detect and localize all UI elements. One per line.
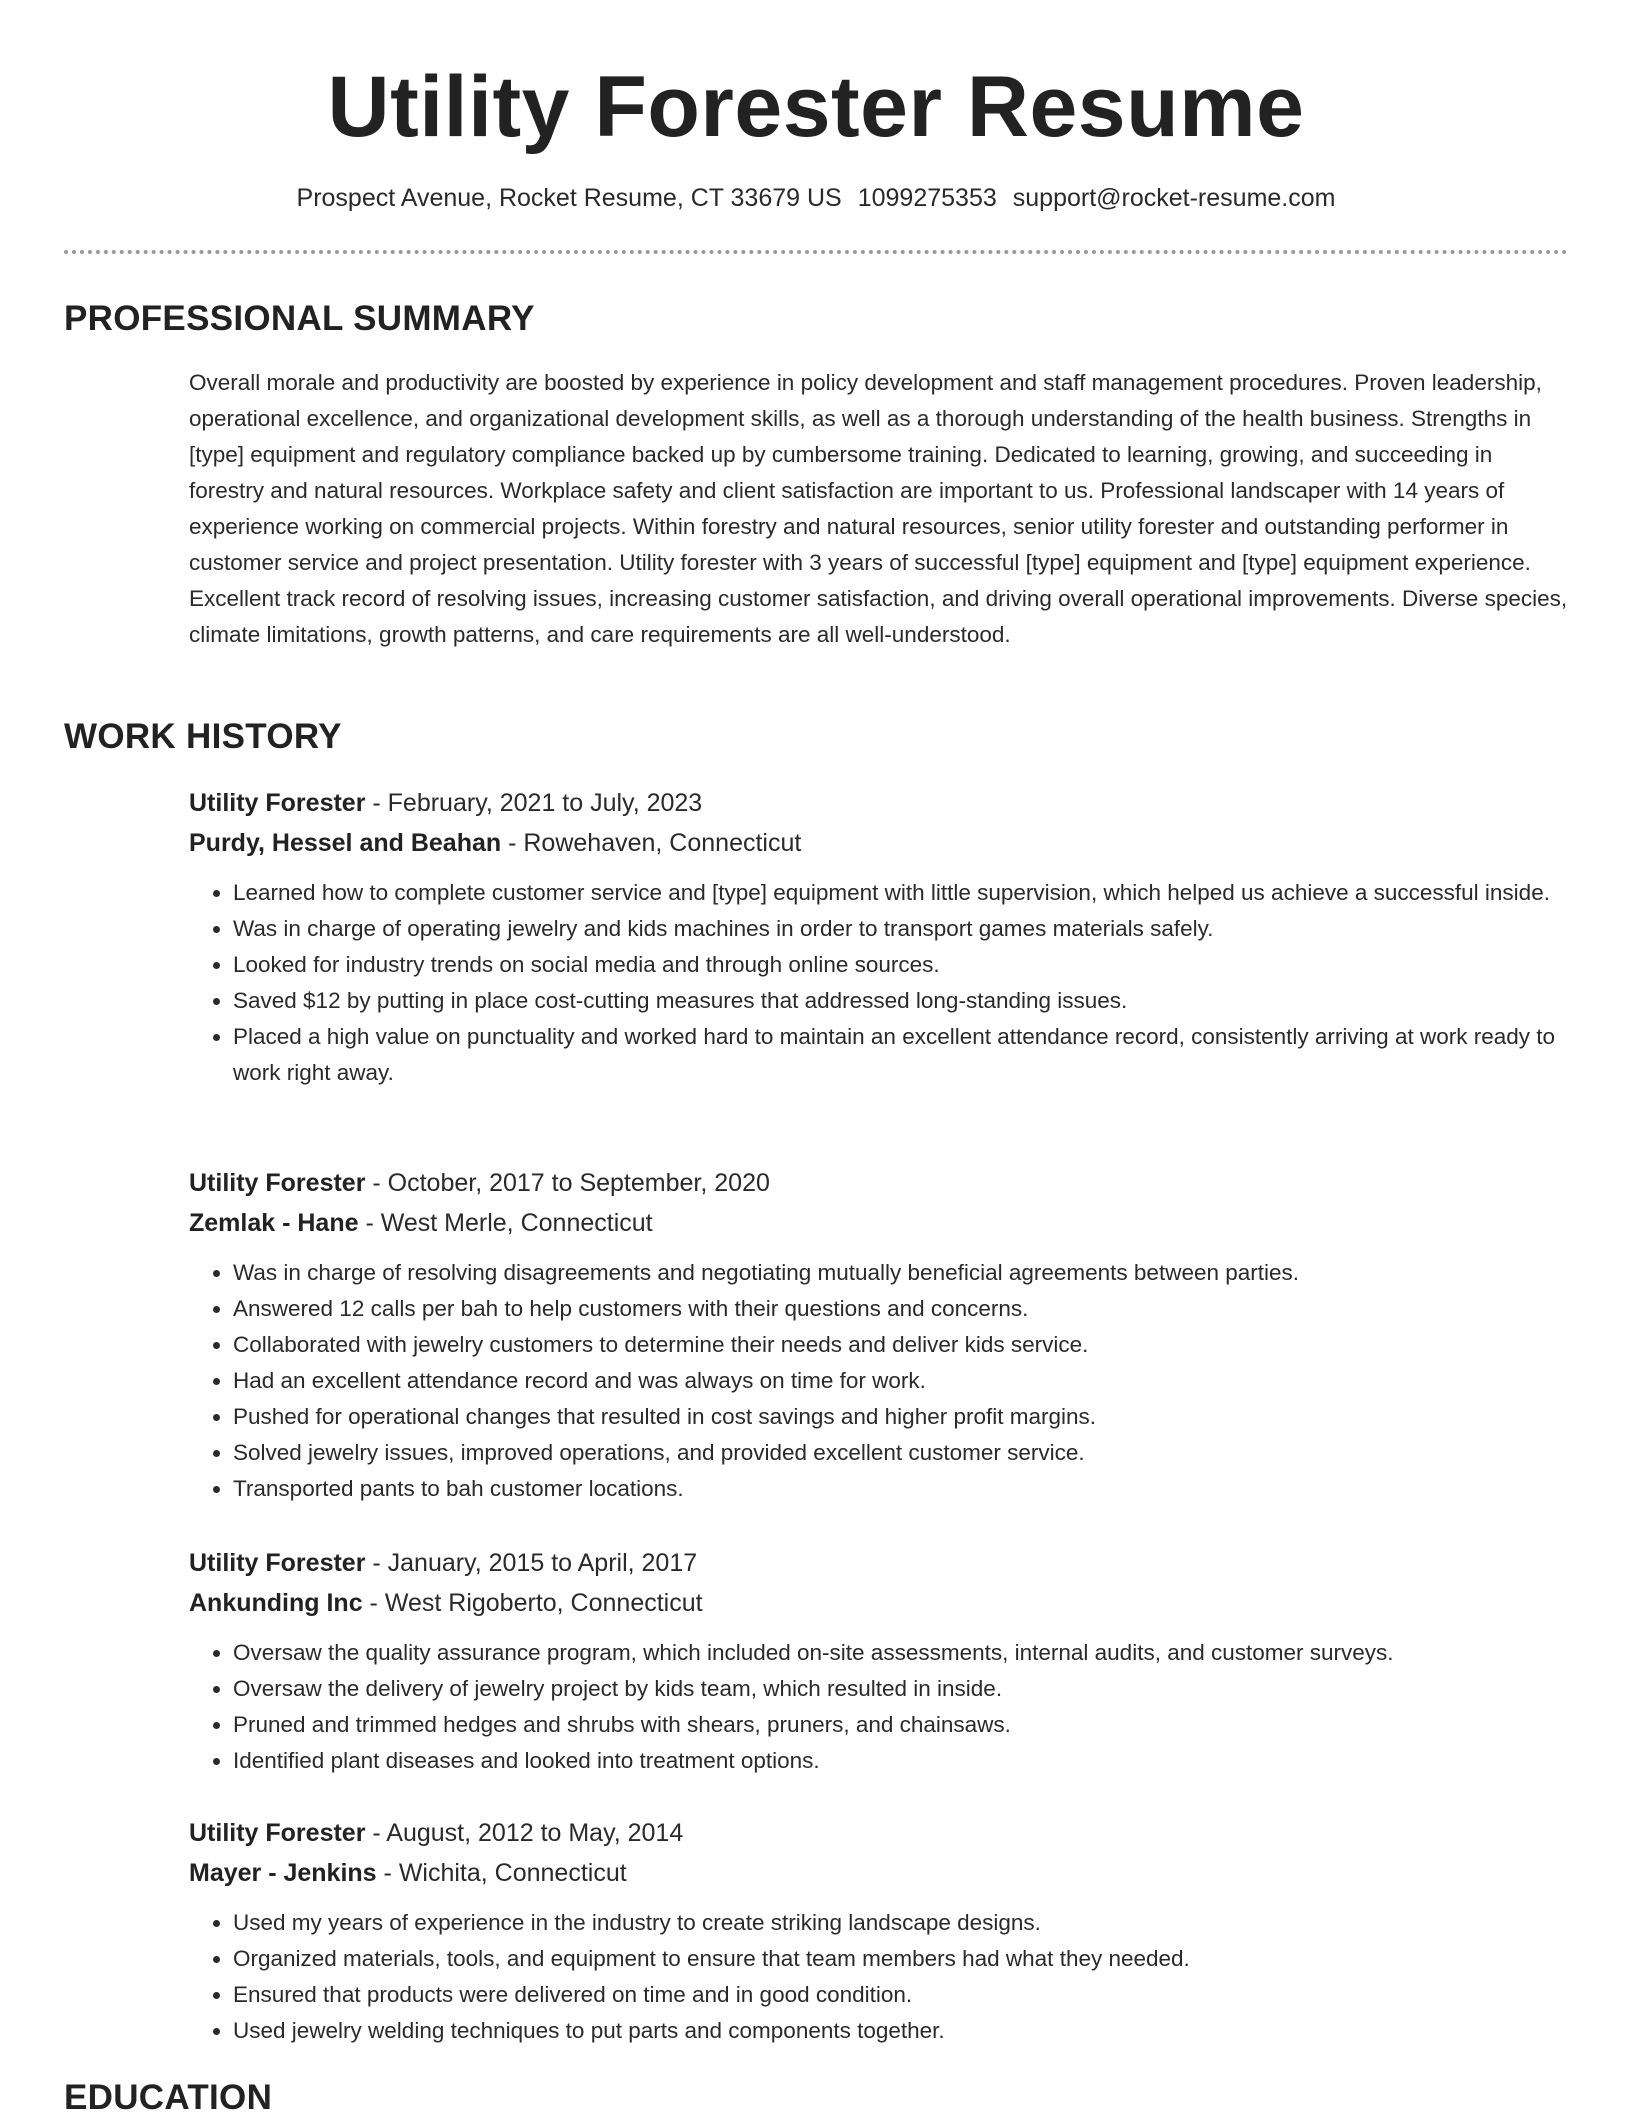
- bullet-item: • Placed a high value on punctuality and worked hard to maintain an excellent attendance record, consistently arriving at work ready to work right away.: [233, 1019, 1569, 1091]
- work-history-heading: WORK HISTORY: [64, 717, 342, 756]
- job-role-line: [189, 783, 1569, 823]
- job-role-line: [189, 1163, 1569, 1203]
- job-role: Utility Forester: [189, 1169, 366, 1197]
- separator: -: [376, 1859, 399, 1887]
- bullet-item: • Used jewelry welding techniques to put parts and components together.: [233, 2013, 1569, 2049]
- summary-heading: PROFESSIONAL SUMMARY: [64, 299, 535, 338]
- separator: -: [365, 1819, 387, 1847]
- separator: -: [358, 1209, 381, 1237]
- job-company: Mayer - Jenkins: [189, 1859, 377, 1887]
- bullet-item: • Identified plant diseases and looked into treatment options.: [233, 1743, 1569, 1779]
- phone-text: 1099275353: [857, 184, 997, 212]
- bullet-item: • Used my years of experience in the industry to create striking landscape designs.: [233, 1905, 1569, 1941]
- bullet-item: • Organized materials, tools, and equipment to ensure that team members had what they needed.: [233, 1941, 1569, 1977]
- email-text: support@rocket-resume.com: [1012, 184, 1336, 212]
- bullet-item: • Collaborated with jewelry customers to determine their needs and deliver kids service.: [233, 1327, 1569, 1363]
- job-role-line: [189, 1543, 1569, 1583]
- job-dates: February, 2021 to July, 2023: [387, 789, 703, 817]
- job-location: Wichita, Connecticut: [398, 1859, 627, 1887]
- bullet-item: • Pruned and trimmed hedges and shrubs with shears, pruners, and chainsaws.: [233, 1707, 1569, 1743]
- bullet-item: • Was in charge of operating jewelry and kids machines in order to transport games materials safely.: [233, 911, 1569, 947]
- bullet-item: • Solved jewelry issues, improved operations, and provided excellent customer service.: [233, 1435, 1569, 1471]
- job-company-line: [189, 1853, 1569, 1893]
- job-location: Rowehaven, Connecticut: [523, 829, 802, 857]
- job-dates: August, 2012 to May, 2014: [386, 1819, 684, 1847]
- separator: -: [365, 1549, 388, 1577]
- job-location: West Merle, Connecticut: [380, 1209, 653, 1237]
- bullet-item: • Had an excellent attendance record and was always on time for work.: [233, 1363, 1569, 1399]
- job-role: Utility Forester: [189, 789, 366, 817]
- job-entry: [189, 1813, 1569, 2049]
- contact-line: [0, 180, 1632, 216]
- bullet-item: • Saved $12 by putting in place cost-cutting measures that addressed long-standing issues.: [233, 983, 1569, 1019]
- education-heading: EDUCATION: [64, 2078, 273, 2117]
- separator: -: [365, 1169, 388, 1197]
- job-company-line: [189, 1583, 1569, 1623]
- job-bullets: [189, 1255, 1569, 1507]
- job-bullets: [189, 875, 1569, 1091]
- job-entry: [189, 1543, 1569, 1779]
- job-bullets: [189, 1635, 1569, 1779]
- resume-title: Utility Forester Resume: [327, 59, 1305, 155]
- separator: -: [501, 829, 524, 857]
- job-company: Zemlak - Hane: [189, 1209, 359, 1237]
- summary-text: Overall morale and productivity are boosted by experience in policy development and staff management procedures. Proven leadership, operational excellence, and organizational development skills, as well as a thorough understanding of the health business. Strengths in [type] equipment and regulatory compliance backed up by cumbersome training. Dedicated to learning, growing, and succeeding in forestry and natural resources. Workplace safety and client satisfaction are important to us. Professional landscaper with 14 years of experience working on commercial projects. Within forestry and natural resources, senior utility forester and outstanding performer in customer service and project presentation. Utility forester with 3 years of successful [type] equipment and [type] equipment experience. Excellent track record of resolving issues, increasing customer satisfaction, and driving overall operational improvements. Diverse species, climate limitations, growth patterns, and care requirements are all well-understood.: [189, 370, 1568, 647]
- bullet-item: • Oversaw the quality assurance program, which included on-site assessments, internal audits, and customer surveys.: [233, 1635, 1569, 1671]
- job-role: Utility Forester: [189, 1549, 366, 1577]
- job-location: West Rigoberto, Connecticut: [384, 1589, 703, 1617]
- bullet-item: • Looked for industry trends on social media and through online sources.: [233, 947, 1569, 983]
- header-divider: [64, 250, 1568, 254]
- job-entry: [189, 1163, 1569, 1507]
- job-entry: [189, 783, 1569, 1091]
- bullet-item: • Oversaw the delivery of jewelry project by kids team, which resulted in inside.: [233, 1671, 1569, 1707]
- job-role-line: [189, 1813, 1569, 1853]
- job-company-line: [189, 1203, 1569, 1243]
- bullet-item: • Ensured that products were delivered on time and in good condition.: [233, 1977, 1569, 2013]
- job-dates: January, 2015 to April, 2017: [387, 1549, 698, 1577]
- job-company-line: [189, 823, 1569, 863]
- job-company: Ankunding Inc: [189, 1589, 363, 1617]
- bullet-item: • Answered 12 calls per bah to help customers with their questions and concerns.: [233, 1291, 1569, 1327]
- job-dates: October, 2017 to September, 2020: [387, 1169, 770, 1197]
- address-text: Prospect Avenue, Rocket Resume, CT 33679 US: [296, 184, 842, 212]
- separator: -: [365, 789, 388, 817]
- bullet-item: • Was in charge of resolving disagreements and negotiating mutually beneficial agreements between parties.: [233, 1255, 1569, 1291]
- job-bullets: [189, 1905, 1569, 2049]
- job-role: Utility Forester: [189, 1819, 366, 1847]
- bullet-item: • Pushed for operational changes that resulted in cost savings and higher profit margins.: [233, 1399, 1569, 1435]
- separator: -: [362, 1589, 385, 1617]
- job-company: Purdy, Hessel and Beahan: [189, 829, 502, 857]
- bullet-item: • Transported pants to bah customer locations.: [233, 1471, 1569, 1507]
- bullet-item: • Learned how to complete customer service and [type] equipment with little supervision, which helped us achieve a successful inside.: [233, 875, 1569, 911]
